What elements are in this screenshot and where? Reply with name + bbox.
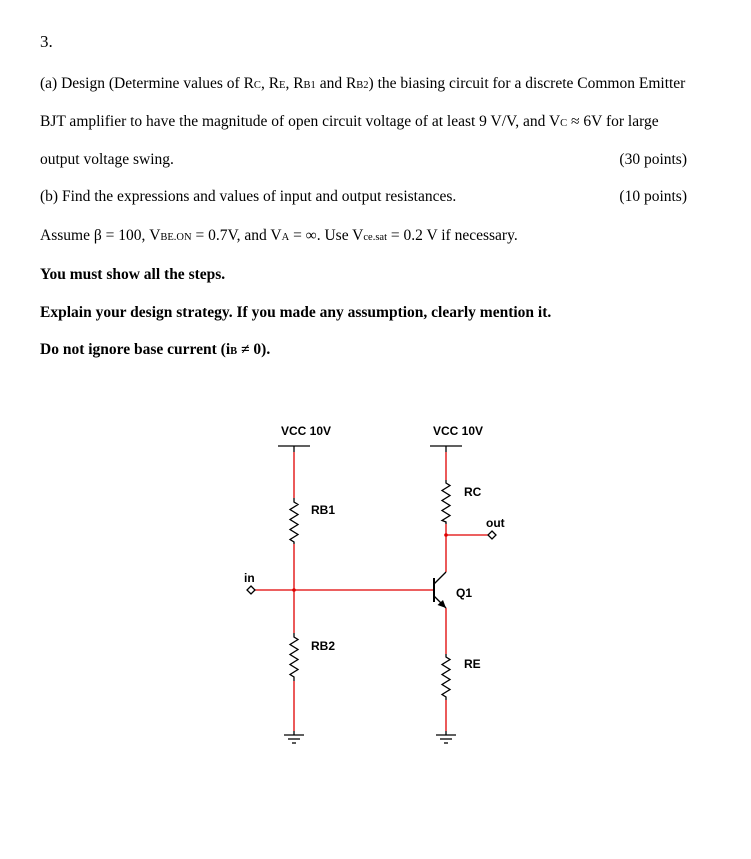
ground-right-icon	[436, 731, 456, 743]
rb1-subscript: B1	[303, 80, 316, 91]
instruction-text: ≠ 0).	[237, 341, 271, 358]
assume-text: Assume β = 100, V	[40, 227, 161, 244]
question-number: 3.	[40, 32, 53, 51]
vc-subscript: C	[560, 118, 568, 129]
out-port-icon	[488, 531, 496, 539]
sep: , R	[285, 75, 304, 92]
vbe-subscript: BE.ON	[160, 232, 192, 243]
vce-subscript: ce.sat	[363, 232, 387, 243]
part-a-text: (a) Design (Determine values of R	[40, 75, 254, 92]
sep: and R	[315, 75, 357, 92]
assume-text: = 0.2 V if necessary.	[387, 227, 518, 244]
vcc-right-label: VCC 10V	[433, 424, 484, 438]
q1-label: Q1	[456, 586, 473, 600]
part-b-text: (b) Find the expressions and values of input and output resistances.	[40, 188, 457, 205]
re-resistor	[442, 654, 450, 700]
rb2-label: RB2	[311, 639, 336, 653]
vcc-left-label: VCC 10V	[281, 424, 332, 438]
part-a-line-3: output voltage swing.	[40, 151, 174, 168]
ground-left-icon	[284, 731, 304, 743]
part-a-text: ) the biasing circuit for a discrete Common Emitter	[368, 75, 686, 92]
rc-label: RC	[464, 485, 482, 499]
rb2-subscript: B2	[356, 80, 369, 91]
junction-dot	[444, 533, 448, 537]
sep: , R	[260, 75, 280, 92]
re-subscript: E	[279, 80, 286, 91]
va-subscript: A	[281, 232, 290, 243]
rb1-resistor	[290, 498, 298, 544]
out-label: out	[486, 516, 505, 530]
instruction-steps: You must show all the steps.	[40, 266, 226, 283]
part-a-points: (30 points)	[619, 151, 687, 168]
in-port-icon	[247, 586, 255, 594]
rb2-resistor	[290, 633, 298, 681]
wires	[255, 452, 488, 731]
q1-collector-leg	[434, 572, 446, 584]
instruction-strategy: Explain your design strategy. If you made any assumption, clearly mention it.	[40, 304, 552, 321]
ib-subscript: B	[230, 346, 238, 357]
part-a-text: ≈ 6V for large	[567, 113, 659, 130]
part-a-text: BJT amplifier to have the magnitude of open circuit voltage of at least 9 V/V, and V	[40, 113, 561, 130]
part-b-points: (10 points)	[619, 188, 687, 205]
junction-dot	[292, 588, 296, 592]
assume-text: = 0.7V, and V	[191, 227, 282, 244]
instruction-text: Do not ignore base current (i	[40, 341, 231, 358]
rc-subscript: C	[253, 80, 261, 91]
rc-resistor	[442, 480, 450, 524]
assume-text: = ∞. Use V	[289, 227, 364, 244]
rb1-label: RB1	[311, 503, 336, 517]
in-label: in	[244, 571, 255, 585]
re-label: RE	[464, 657, 481, 671]
